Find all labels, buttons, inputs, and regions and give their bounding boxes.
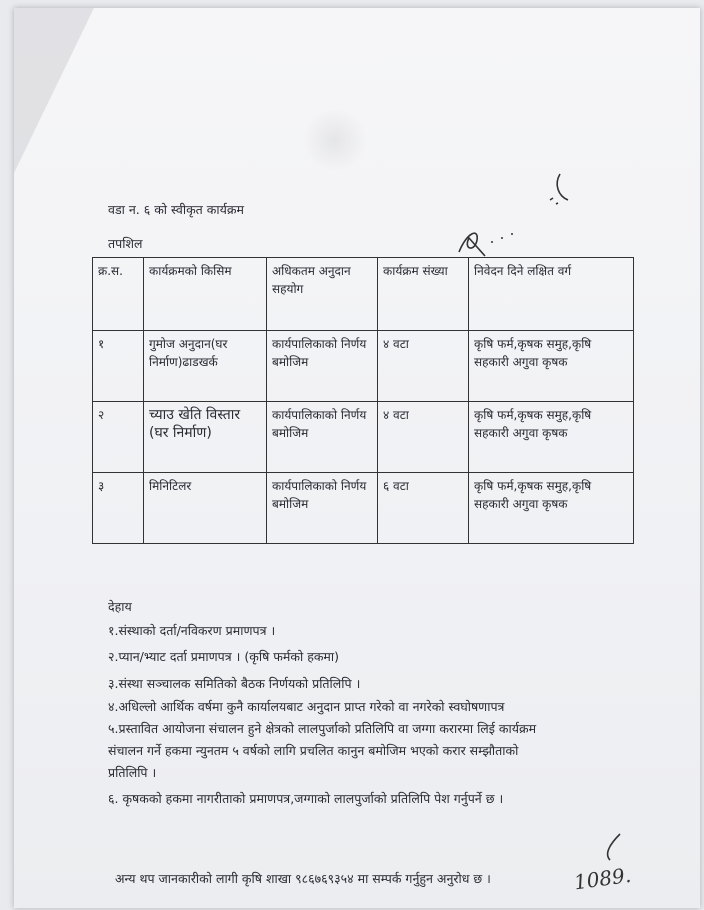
program-table	[92, 257, 634, 544]
cell-count: ६ वटा	[378, 473, 469, 544]
cell-grant: कार्यपालिकाको निर्णय बमोजिम	[267, 331, 378, 402]
table-header-row	[93, 258, 634, 331]
documents-title: देहाय	[108, 599, 132, 614]
faded-seal-shadow	[300, 110, 370, 170]
header-sn: क्र.स.	[93, 258, 144, 331]
section-subtitle: तपशिल	[108, 236, 143, 251]
table-row	[93, 402, 634, 473]
cell-grant: कार्यपालिकाको निर्णय बमोजिम	[267, 473, 378, 544]
svg-text:1089.: 1089.	[572, 862, 633, 895]
cell-target: कृषि फर्म,कृषक समुह,कृषि सहकारी अगुवा कृषक	[469, 331, 634, 402]
page-title: वडा न. ६ को स्वीकृत कार्यक्रम	[108, 202, 244, 217]
header-program: कार्यक्रमको किसिम	[144, 258, 267, 331]
cell-program: मिनिटिलर	[144, 473, 267, 544]
contact-note: अन्य थप जानकारीको लागी कृषि शाखा ९८६७६९३५४ मा सम्पर्क गर्नुहुन अनुरोध छ ।	[115, 871, 491, 886]
header-target: निवेदन दिने लक्षित वर्ग	[469, 258, 634, 331]
page-fold	[14, 8, 94, 173]
document-item: ६. कृषकको हकमा नागरीताको प्रमाणपत्र,जग्गाको लालपुर्जाको प्रतिलिपि पेश गर्नुपर्ने छ ।	[108, 791, 504, 806]
document-item: प्रतिलिपि ।	[108, 765, 157, 780]
cell-target: कृषि फर्म,कृषक समुह,कृषि सहकारी अगुवा कृषक	[469, 402, 634, 473]
document-item: ४.अधिल्लो आर्थिक वर्षमा कुनै कार्यालयबाट अनुदान प्राप्त गरेको वा नगरेको स्वघोषणापत्र	[108, 699, 505, 714]
document-item: ५.प्रस्तावित आयोजना संचालन हुने क्षेत्रको लालपुर्जाको प्रतिलिपि वा जग्गा करारमा लिई कार्यक्रम	[108, 721, 537, 736]
document-item: २.प्यान/भ्याट दर्ता प्रमाणपत्र । (कृषि फर्मको हकमा)	[108, 649, 340, 664]
cell-grant: कार्यपालिकाको निर्णय बमोजिम	[267, 402, 378, 473]
header-count: कार्यक्रम संख्या	[378, 258, 469, 331]
cell-sn: १	[93, 331, 144, 402]
table-row	[93, 331, 634, 402]
cell-sn: २	[93, 402, 144, 473]
cell-sn: ३	[93, 473, 144, 544]
cell-count: ४ वटा	[378, 402, 469, 473]
document-item: १.संस्थाको दर्ता/नविकरण प्रमाणपत्र ।	[108, 623, 276, 638]
handwritten-number-icon	[560, 830, 670, 900]
cell-program: च्याउ खेति विस्तार (घर निर्माण)	[144, 402, 267, 473]
document-item: संचालन गर्ने हकमा न्युनतम ५ वर्षको लागि प्रचलित कानुन बमोजिम भएको करार सम्झौताको	[108, 743, 519, 758]
table-row	[93, 473, 634, 544]
handwritten-signature-icon	[455, 222, 525, 262]
cell-count: ४ वटा	[378, 331, 469, 402]
cell-target: कृषि फर्म,कृषक समुह,कृषि सहकारी अगुवा कृषक	[469, 473, 634, 544]
document-item: ३.संस्था सञ्चालक समितिको बैठक निर्णयको प्रतिलिपि ।	[108, 676, 361, 691]
cell-program: गुमोज अनुदान(घर निर्माण)ढाडखर्क	[144, 331, 267, 402]
handwritten-mark-icon	[548, 170, 588, 210]
header-grant: अधिकतम अनुदान सहयोग	[267, 258, 378, 331]
